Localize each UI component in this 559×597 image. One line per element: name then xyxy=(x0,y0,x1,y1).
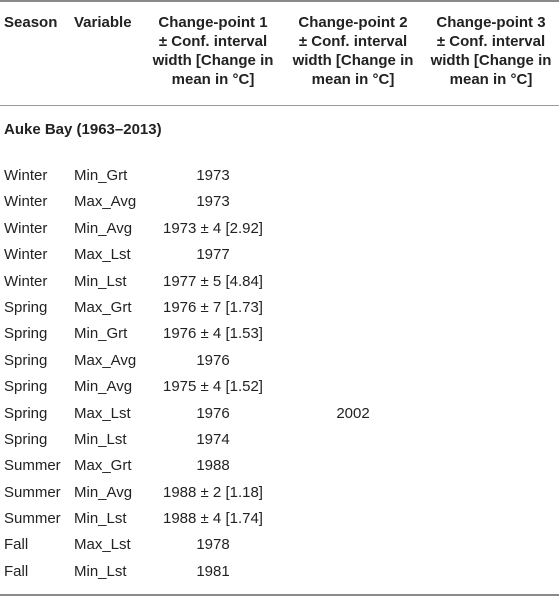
cell-season: Spring xyxy=(4,404,48,422)
cell-variable: Min_Avg xyxy=(74,378,133,396)
cell-variable: Min_Avg xyxy=(74,483,133,501)
cell-season: Winter xyxy=(4,272,48,290)
cell-change-point-1: 1973 xyxy=(196,193,230,211)
header-cp2-line: mean in °C] xyxy=(311,71,395,88)
cell-season: Spring xyxy=(4,430,48,448)
table-row xyxy=(0,321,559,347)
table-row xyxy=(0,269,559,295)
cell-season: Fall xyxy=(4,562,29,580)
cell-variable: Min_Lst xyxy=(74,272,127,290)
cell-change-point-1: 1988 ± 4 [1.74] xyxy=(163,510,263,528)
header-cp2-line: ± Conf. interval xyxy=(298,33,408,50)
cell-change-point-1: 1977 xyxy=(196,246,230,264)
table-row xyxy=(0,242,559,268)
table-row xyxy=(0,401,559,427)
cell-variable: Min_Lst xyxy=(74,430,127,448)
header-cp2-line: width [Change in xyxy=(292,52,414,69)
cell-change-point-1: 1976 ± 7 [1.73] xyxy=(163,298,263,316)
cell-variable: Min_Lst xyxy=(74,562,127,580)
cell-season: Winter xyxy=(4,246,48,264)
cell-variable: Min_Avg xyxy=(74,219,133,237)
header-change-point-1 xyxy=(143,13,283,89)
cell-change-point-1: 1973 xyxy=(196,167,230,184)
cell-season: Fall xyxy=(4,536,29,554)
header-change-point-3 xyxy=(423,13,559,89)
table-row xyxy=(0,295,559,321)
cell-season: Summer xyxy=(4,510,61,528)
cell-change-point-1: 1973 ± 4 [2.92] xyxy=(163,219,263,237)
header-cp3-line: ± Conf. interval xyxy=(436,33,546,50)
cell-variable: Max_Avg xyxy=(74,351,137,369)
cell-change-point-1: 1976 ± 4 [1.53] xyxy=(163,325,263,343)
header-cp3-line: Change-point 3 xyxy=(436,14,546,31)
header-season: Season xyxy=(4,14,58,31)
cell-variable: Max_Grt xyxy=(74,457,132,475)
cell-season: Winter xyxy=(4,219,48,237)
cell-variable: Max_Avg xyxy=(74,193,137,211)
bottom-rule xyxy=(0,594,559,596)
header-cp1-line: ± Conf. interval xyxy=(158,33,268,50)
header-cp2-line: Change-point 2 xyxy=(298,14,408,31)
table-row xyxy=(0,374,559,400)
table-row xyxy=(0,348,559,374)
table-row xyxy=(0,163,559,189)
table-row xyxy=(0,480,559,506)
header-cp3-line: mean in °C] xyxy=(449,71,533,88)
table-row xyxy=(0,189,559,215)
table-row xyxy=(0,559,559,585)
header-change-point-2 xyxy=(283,13,423,89)
top-rule xyxy=(0,0,559,2)
cell-season: Spring xyxy=(4,351,48,369)
table-header xyxy=(0,6,559,102)
table-body xyxy=(0,163,559,585)
table-row xyxy=(0,427,559,453)
cell-season: Winter xyxy=(4,193,48,211)
cell-season: Spring xyxy=(4,325,48,343)
cell-variable: Max_Lst xyxy=(74,536,131,554)
cell-change-point-1: 1976 xyxy=(196,404,230,422)
header-variable: Variable xyxy=(74,14,132,31)
table-row xyxy=(0,506,559,532)
cell-season: Winter xyxy=(4,167,48,184)
cell-variable: Max_Lst xyxy=(74,404,131,422)
cell-season: Summer xyxy=(4,483,61,501)
cell-variable: Min_Grt xyxy=(74,167,128,184)
table-row xyxy=(0,532,559,558)
cell-season: Spring xyxy=(4,298,48,316)
cell-change-point-1: 1981 xyxy=(196,562,230,580)
cell-change-point-1: 1988 ± 2 [1.18] xyxy=(163,483,263,501)
header-cp3-line: width [Change in xyxy=(430,52,552,69)
cell-season: Summer xyxy=(4,457,61,475)
group-title: Auke Bay (1963–2013) xyxy=(4,121,162,138)
header-rule xyxy=(0,105,559,106)
cell-change-point-1: 1975 ± 4 [1.52] xyxy=(163,378,263,396)
cell-season: Spring xyxy=(4,378,48,396)
cell-change-point-1: 1976 xyxy=(196,351,230,369)
cell-change-point-1: 1978 xyxy=(196,536,230,554)
header-cp1-line: width [Change in xyxy=(152,52,274,69)
cell-change-point-1: 1977 ± 5 [4.84] xyxy=(163,272,263,290)
cell-variable: Max_Lst xyxy=(74,246,131,264)
cell-change-point-2: 2002 xyxy=(336,404,370,422)
cell-variable: Min_Lst xyxy=(74,510,127,528)
cell-variable: Min_Grt xyxy=(74,325,128,343)
cell-variable: Max_Grt xyxy=(74,298,132,316)
header-cp1-line: mean in °C] xyxy=(171,71,255,88)
cell-change-point-1: 1988 xyxy=(196,457,230,475)
header-cp1-line: Change-point 1 xyxy=(158,14,268,31)
cell-change-point-1: 1974 xyxy=(196,430,230,448)
table-row xyxy=(0,216,559,242)
table-row xyxy=(0,453,559,479)
